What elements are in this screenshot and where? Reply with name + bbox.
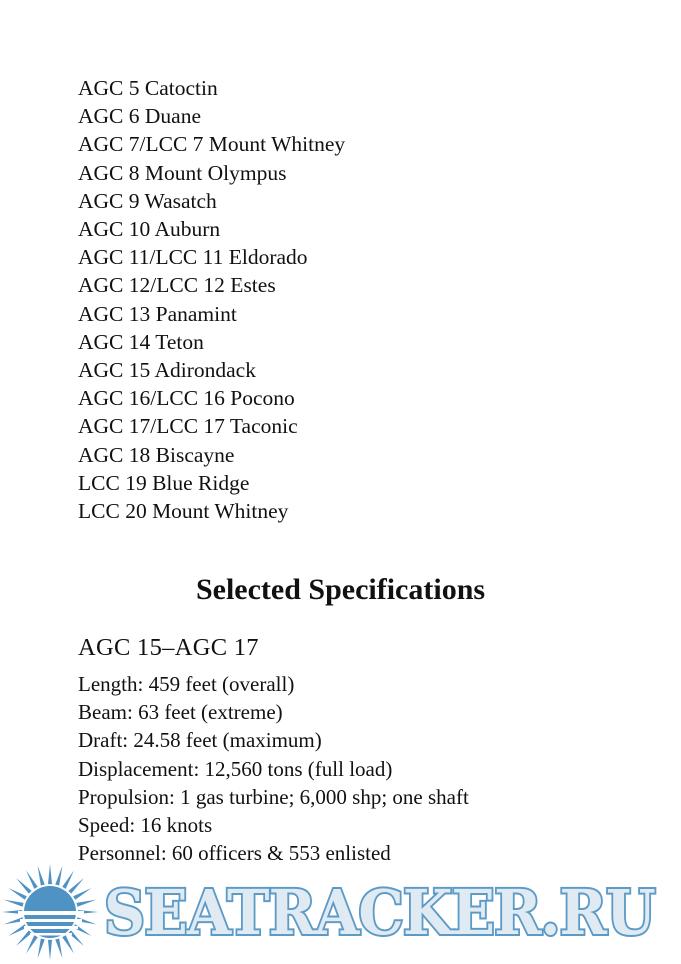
spec-personnel: Personnel: 60 officers & 553 enlisted [78, 841, 391, 866]
sun-ray [26, 935, 38, 953]
ship-list-item: AGC 7/LCC 7 Mount Whitney [78, 132, 346, 157]
sun-ray [55, 866, 62, 886]
ship-list-item: AGC 13 Panamint [78, 301, 237, 326]
ship-list-item: AGC 10 Auburn [78, 217, 221, 242]
water-line [30, 933, 72, 936]
sun-ray [8, 924, 26, 936]
sun-ray [62, 870, 74, 888]
section-heading: Selected Specifications [195, 573, 486, 606]
sun-ray [48, 864, 52, 884]
ship-list [78, 74, 345, 525]
sun-ray [68, 878, 84, 894]
sun-ray [55, 938, 62, 958]
ship-list-item: AGC 5 Catoctin [78, 76, 218, 100]
water-line [18, 911, 84, 915]
ship-list-item: AGC 12/LCC 12 Estes [78, 273, 276, 298]
sun-ray [73, 924, 91, 936]
sun-ray [68, 930, 84, 946]
spec-beam: Beam: 63 feet (extreme) [78, 700, 283, 725]
sun-ray [62, 935, 74, 953]
ship-list-item: AGC 6 Duane [78, 104, 202, 129]
sun-over-water-icon [0, 862, 104, 964]
watermark [0, 862, 681, 964]
ship-list-item: AGC 16/LCC 16 Pocono [78, 386, 295, 411]
ship-list-item: LCC 20 Mount Whitney [78, 499, 289, 524]
spec-length: Length: 459 feet (overall) [78, 672, 295, 696]
spec-class-heading: AGC 15–AGC 17 [78, 634, 259, 661]
sun-ray [16, 878, 32, 894]
sun-ray [38, 938, 45, 958]
sun-ray [8, 888, 26, 900]
sun-ray [16, 930, 32, 946]
sun-ray [48, 940, 52, 960]
sun-ray [38, 866, 45, 886]
spec-propulsion: Propulsion: 1 gas turbine; 6,000 shp; one shaft [78, 784, 469, 809]
spec-list [78, 670, 469, 867]
sun-ray [73, 888, 91, 900]
ship-list-item: AGC 11/LCC 11 Eldorado [78, 245, 308, 270]
ship-list-item: AGC 9 Wasatch [78, 188, 217, 213]
sun-ray [76, 900, 96, 907]
spec-displacement: Displacement: 12,560 tons (full load) [78, 756, 393, 781]
ship-list-item: AGC 15 Adirondack [78, 358, 256, 383]
spec-draft: Draft: 24.58 feet (maximum) [78, 728, 322, 753]
water-line [24, 926, 78, 929]
watermark-text: SEATRACKER.RU [104, 876, 655, 949]
sun-ray [4, 900, 24, 907]
ship-list-item: LCC 19 Blue Ridge [78, 470, 250, 495]
ship-list-item: AGC 18 Biscayne [78, 442, 235, 467]
sun-ray [26, 870, 38, 888]
water-line [20, 919, 82, 922]
ship-list-item: AGC 14 Teton [78, 329, 204, 354]
ship-list-item: AGC 17/LCC 17 Taconic [78, 414, 298, 439]
ship-list-item: AGC 8 Mount Olympus [78, 160, 287, 185]
spec-speed: Speed: 16 knots [78, 813, 213, 838]
